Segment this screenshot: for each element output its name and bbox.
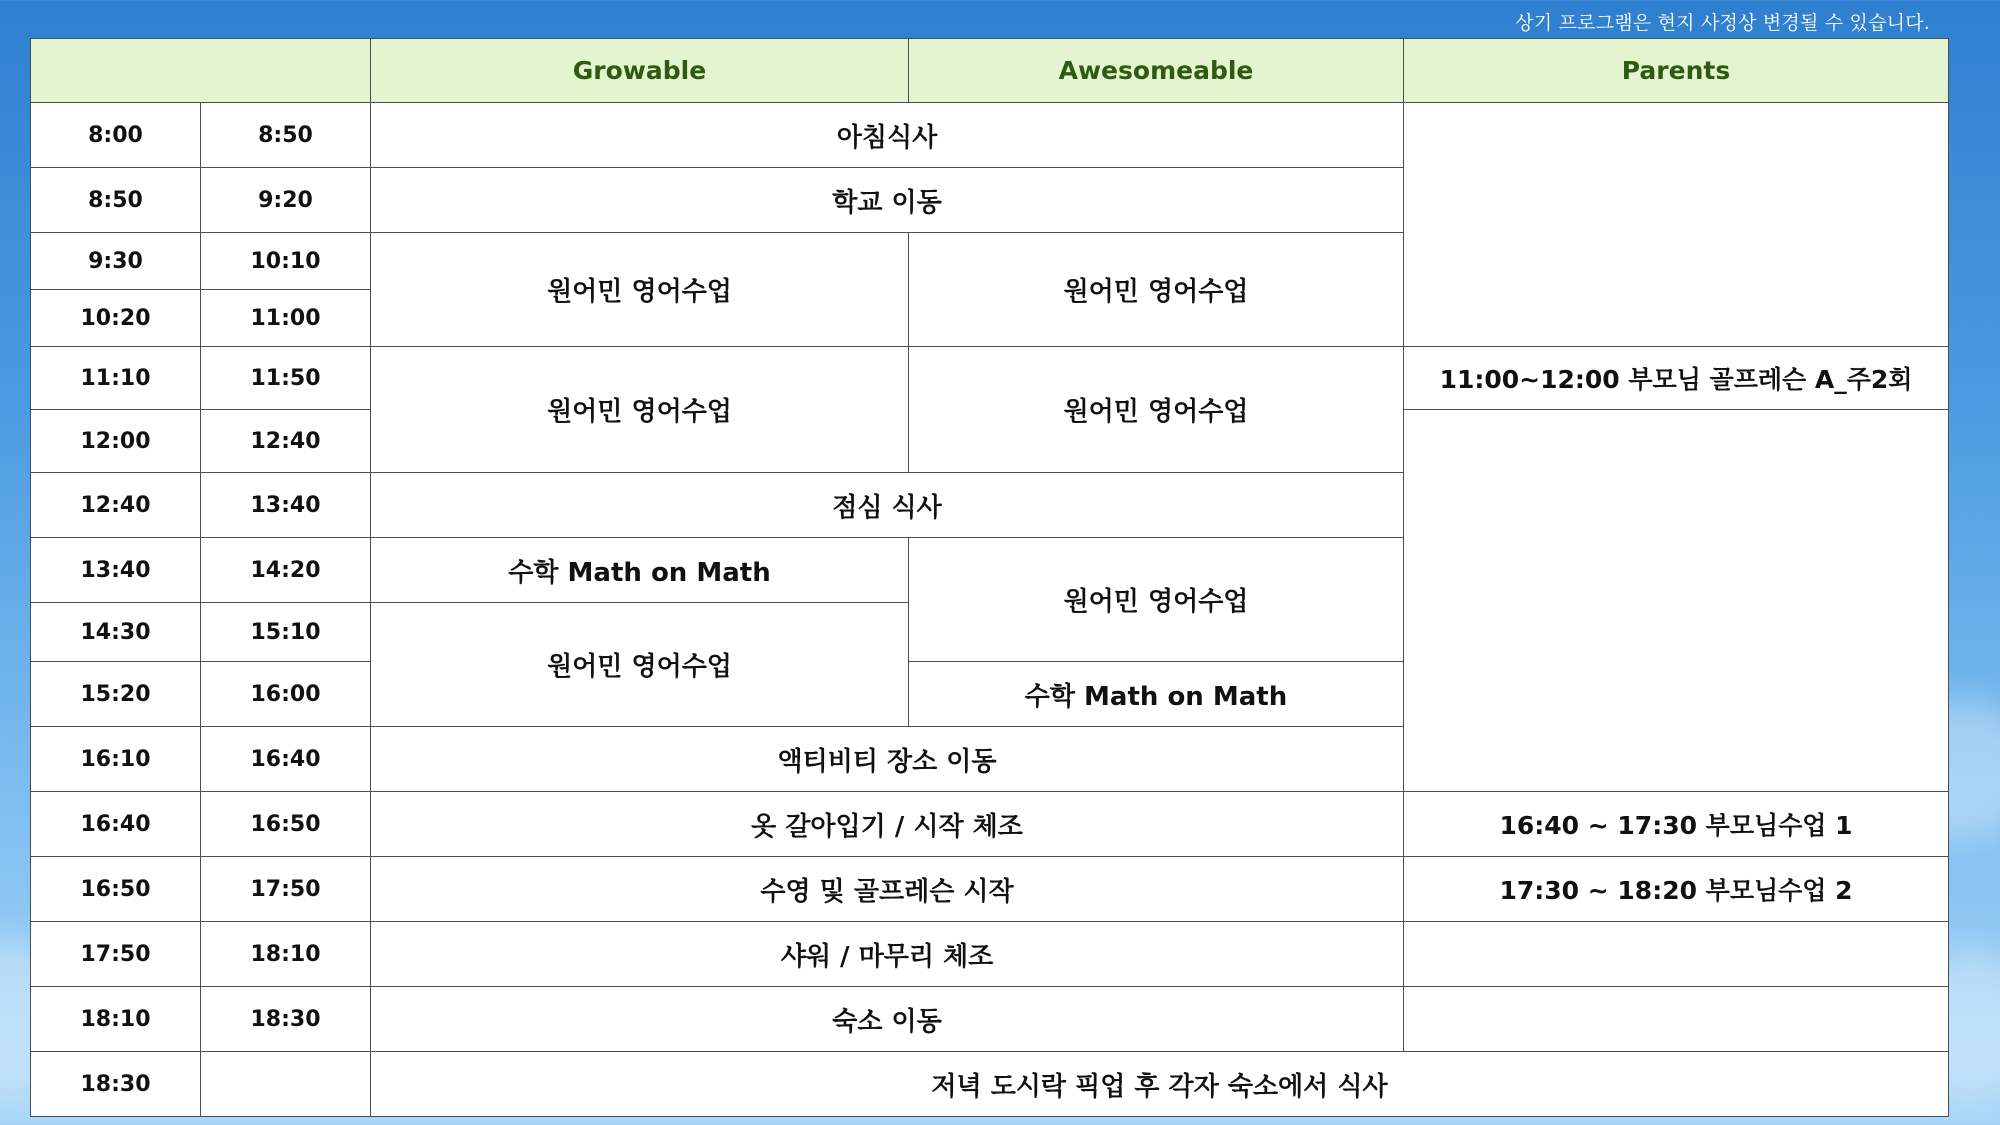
activity-to-school: 학교 이동 bbox=[371, 168, 1404, 233]
header-time-blank bbox=[31, 39, 371, 103]
parents-empty-morning bbox=[1404, 103, 1949, 347]
end-time: 9:20 bbox=[201, 168, 371, 233]
table-row bbox=[31, 103, 1949, 168]
end-time: 16:50 bbox=[201, 792, 371, 857]
end-time: 10:10 bbox=[201, 233, 371, 290]
table-row bbox=[31, 922, 1949, 987]
activity-lunch: 점심 식사 bbox=[371, 473, 1404, 538]
table-row bbox=[31, 857, 1949, 922]
end-time: 11:00 bbox=[201, 290, 371, 347]
table-row bbox=[31, 987, 1949, 1052]
start-time: 18:10 bbox=[31, 987, 201, 1052]
start-time: 11:10 bbox=[31, 347, 201, 410]
growable-math-class: 수학 Math on Math bbox=[371, 538, 909, 603]
end-time: 16:00 bbox=[201, 662, 371, 727]
start-time: 8:00 bbox=[31, 103, 201, 168]
end-time: 18:10 bbox=[201, 922, 371, 987]
change-notice: 상기 프로그램은 현지 사정상 변경될 수 있습니다. bbox=[1515, 12, 1930, 34]
header-parents: Parents bbox=[1404, 39, 1949, 103]
growable-english-class-1: 원어민 영어수업 bbox=[371, 233, 909, 347]
end-time: 14:20 bbox=[201, 538, 371, 603]
parents-class-1: 16:40 ~ 17:30 부모님수업 1 bbox=[1404, 792, 1949, 857]
header-row bbox=[31, 39, 1949, 103]
activity-shower-cooldown: 샤워 / 마무리 체조 bbox=[371, 922, 1404, 987]
table-row bbox=[31, 347, 1949, 410]
start-time: 9:30 bbox=[31, 233, 201, 290]
end-time: 16:40 bbox=[201, 727, 371, 792]
activity-to-lodging: 숙소 이동 bbox=[371, 987, 1404, 1052]
parents-class-2: 17:30 ~ 18:20 부모님수업 2 bbox=[1404, 857, 1949, 922]
start-time: 16:50 bbox=[31, 857, 201, 922]
table-row bbox=[31, 792, 1949, 857]
header-awesomeable: Awesomeable bbox=[909, 39, 1404, 103]
start-time: 8:50 bbox=[31, 168, 201, 233]
start-time: 13:40 bbox=[31, 538, 201, 603]
end-time: 18:30 bbox=[201, 987, 371, 1052]
activity-breakfast: 아침식사 bbox=[371, 103, 1404, 168]
end-time: 11:50 bbox=[201, 347, 371, 410]
parents-golf-lesson: 11:00~12:00 부모님 골프레슨 A_주2회 bbox=[1404, 347, 1949, 410]
activity-to-activity-venue: 액티비티 장소 이동 bbox=[371, 727, 1404, 792]
parents-empty-midday bbox=[1404, 410, 1949, 792]
activity-swim-golf: 수영 및 골프레슨 시작 bbox=[371, 857, 1404, 922]
end-time: 17:50 bbox=[201, 857, 371, 922]
end-time bbox=[201, 1052, 371, 1117]
start-time: 10:20 bbox=[31, 290, 201, 347]
start-time: 12:00 bbox=[31, 410, 201, 473]
table-row bbox=[31, 1052, 1949, 1117]
start-time: 16:10 bbox=[31, 727, 201, 792]
activity-dinner: 저녁 도시락 픽업 후 각자 숙소에서 식사 bbox=[371, 1052, 1949, 1117]
growable-english-class-3: 원어민 영어수업 bbox=[371, 603, 909, 727]
start-time: 17:50 bbox=[31, 922, 201, 987]
start-time: 18:30 bbox=[31, 1052, 201, 1117]
awesomeable-math-class: 수학 Math on Math bbox=[909, 662, 1404, 727]
start-time: 16:40 bbox=[31, 792, 201, 857]
start-time: 12:40 bbox=[31, 473, 201, 538]
parents-empty-cell bbox=[1404, 922, 1949, 987]
awesomeable-english-class-2: 원어민 영어수업 bbox=[909, 347, 1404, 473]
end-time: 13:40 bbox=[201, 473, 371, 538]
parents-empty-cell bbox=[1404, 987, 1949, 1052]
start-time: 15:20 bbox=[31, 662, 201, 727]
start-time: 14:30 bbox=[31, 603, 201, 662]
activity-change-warmup: 옷 갈아입기 / 시작 체조 bbox=[371, 792, 1404, 857]
end-time: 15:10 bbox=[201, 603, 371, 662]
growable-english-class-2: 원어민 영어수업 bbox=[371, 347, 909, 473]
end-time: 8:50 bbox=[201, 103, 371, 168]
awesomeable-english-class-3: 원어민 영어수업 bbox=[909, 538, 1404, 662]
schedule-table bbox=[30, 38, 1949, 1117]
header-growable: Growable bbox=[371, 39, 909, 103]
end-time: 12:40 bbox=[201, 410, 371, 473]
awesomeable-english-class-1: 원어민 영어수업 bbox=[909, 233, 1404, 347]
